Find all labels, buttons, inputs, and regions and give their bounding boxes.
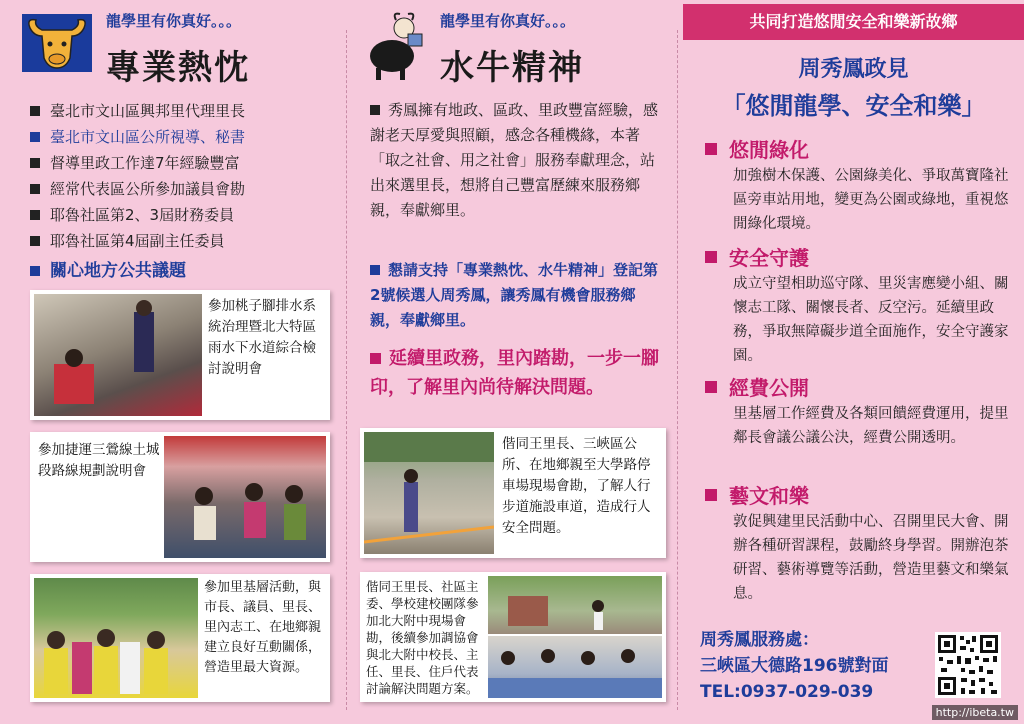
buffalo-head-icon: [22, 14, 92, 72]
column-divider: [677, 30, 678, 710]
credential-item: 臺北市文山區興邦里代理里長: [30, 98, 245, 124]
credentials-list: [30, 98, 245, 284]
service-statement-text: 秀鳳擁有地政、區政、里政豐富經驗，感謝老天厚愛與照顧，感念各種機緣，本著「取之社會、用之社會」服務奉獻理念，站出來選里長，想將自己豐富歷練來服務鄉親，奉獻鄉里。: [370, 101, 659, 219]
bullet-marker: [370, 105, 380, 115]
section-heading-greening: 悠閒綠化: [705, 134, 809, 163]
office-address: 三峽區大德路196號對面: [700, 656, 889, 676]
support-appeal: [370, 258, 660, 333]
section-body-safety: 成立守望相助巡守隊、里災害應變小組、關懷志工隊、關懷長者、反空污。延續里政務，爭取無障礙步道全面施作，安全守護家園。: [733, 276, 1009, 364]
section-body-arts: 敦促興建里民活動中心、召開里民大會、開辦各種研習課程，鼓勵終身學習。開辦泡茶研習、藝術導覽等活動，營造里藝文和樂氣息。: [733, 514, 1009, 602]
activity-caption: 偕同王里長、社區主委、學校建校團隊參加北大附中現場會勘，後續參加調協會與北大附中校長、主任、里長、住戶代表討論解決問題方案。: [366, 579, 479, 696]
bullet-marker: [705, 489, 717, 501]
field-inspection-statement: [370, 344, 660, 402]
left-slogan: 龍學里有你真好。。。: [106, 12, 242, 30]
activity-photo: [34, 578, 198, 698]
campaign-banner: 共同打造悠閒安全和樂新故鄉: [683, 4, 1024, 40]
activity-card: [360, 428, 666, 558]
qr-code[interactable]: [935, 632, 1001, 698]
section-heading-arts: 藝文和樂: [705, 480, 809, 509]
credential-item: 耶魯社區第2、3屆財務委員: [30, 202, 245, 228]
activity-caption: 參加桃子腳排水系統治理暨北大特區雨水下水道綜合檢討說明會: [208, 298, 316, 377]
public-issues-highlight: 關心地方公共議題: [30, 258, 245, 284]
service-statement: [370, 98, 660, 223]
credential-item: 督導里政工作達7年經驗豐富: [30, 150, 245, 176]
platform-title: 周秀鳳政見: [798, 57, 909, 82]
middle-title: 水牛精神: [440, 48, 584, 88]
credential-item: 臺北市文山區公所視導、秘書: [30, 124, 245, 150]
column-divider: [346, 30, 347, 710]
activity-card: [360, 572, 666, 702]
section-body-funding: 里基層工作經費及各類回饋經費運用，提里鄰長會議公議公決，經費公開透明。: [733, 406, 1009, 446]
source-watermark: http://ibeta.tw: [932, 705, 1018, 720]
activity-card: [30, 432, 330, 562]
section-heading-funding: 經費公開: [705, 372, 809, 401]
buffalo-mascot-icon: [364, 8, 428, 80]
activity-card: [30, 574, 330, 702]
activity-caption: 參加里基層活動，與市長、議員、里長、里內志工、在地鄉親建立良好互動關係，營造里最大資源。: [204, 580, 322, 675]
left-title: 專業熱忱: [106, 48, 250, 88]
activity-caption: 參加捷運三鶯線土城段路線規劃說明會: [38, 442, 160, 479]
activity-photo: [488, 636, 662, 698]
section-heading-safety: 安全守護: [705, 242, 809, 271]
section-body-greening: 加強樹木保護、公園綠美化、爭取萬寶隆社區旁車站用地，變更為公園或綠地，重視悠閒綠化環境。: [733, 168, 1009, 232]
platform-subtitle: 「悠閒龍學、安全和樂」: [721, 92, 986, 120]
bullet-marker: [370, 353, 381, 364]
office-label: 周秀鳳服務處：: [700, 630, 819, 650]
office-phone: TEL:0937-029-039: [700, 682, 874, 702]
bullet-marker: [705, 143, 717, 155]
bullet-marker: [705, 381, 717, 393]
activity-photo: [164, 436, 326, 558]
activity-photo: [364, 432, 494, 554]
bullet-marker: [370, 265, 380, 275]
activity-caption: 偕同王里長、三峽區公所、在地鄉親至大學路停車場現場會勘，了解人行步道施設車道，造成行人安全問題。: [502, 436, 651, 536]
activity-photo: [488, 576, 662, 634]
activity-card: [30, 290, 330, 420]
field-inspection-text: 延續里政務，里內踏勘，一步一腳印，了解里內尚待解決問題。: [370, 348, 659, 398]
bullet-marker: [705, 251, 717, 263]
activity-photo: [34, 294, 202, 416]
credential-item: 耶魯社區第4屆副主任委員: [30, 228, 245, 254]
middle-slogan: 龍學里有你真好。。。: [440, 12, 576, 30]
support-appeal-text: 懇請支持「專業熱忱、水牛精神」登記第2號候選人周秀鳳，讓秀鳳有機會服務鄉親，奉獻鄉里。: [370, 261, 659, 329]
credential-item: 經常代表區公所參加議員會勘: [30, 176, 245, 202]
